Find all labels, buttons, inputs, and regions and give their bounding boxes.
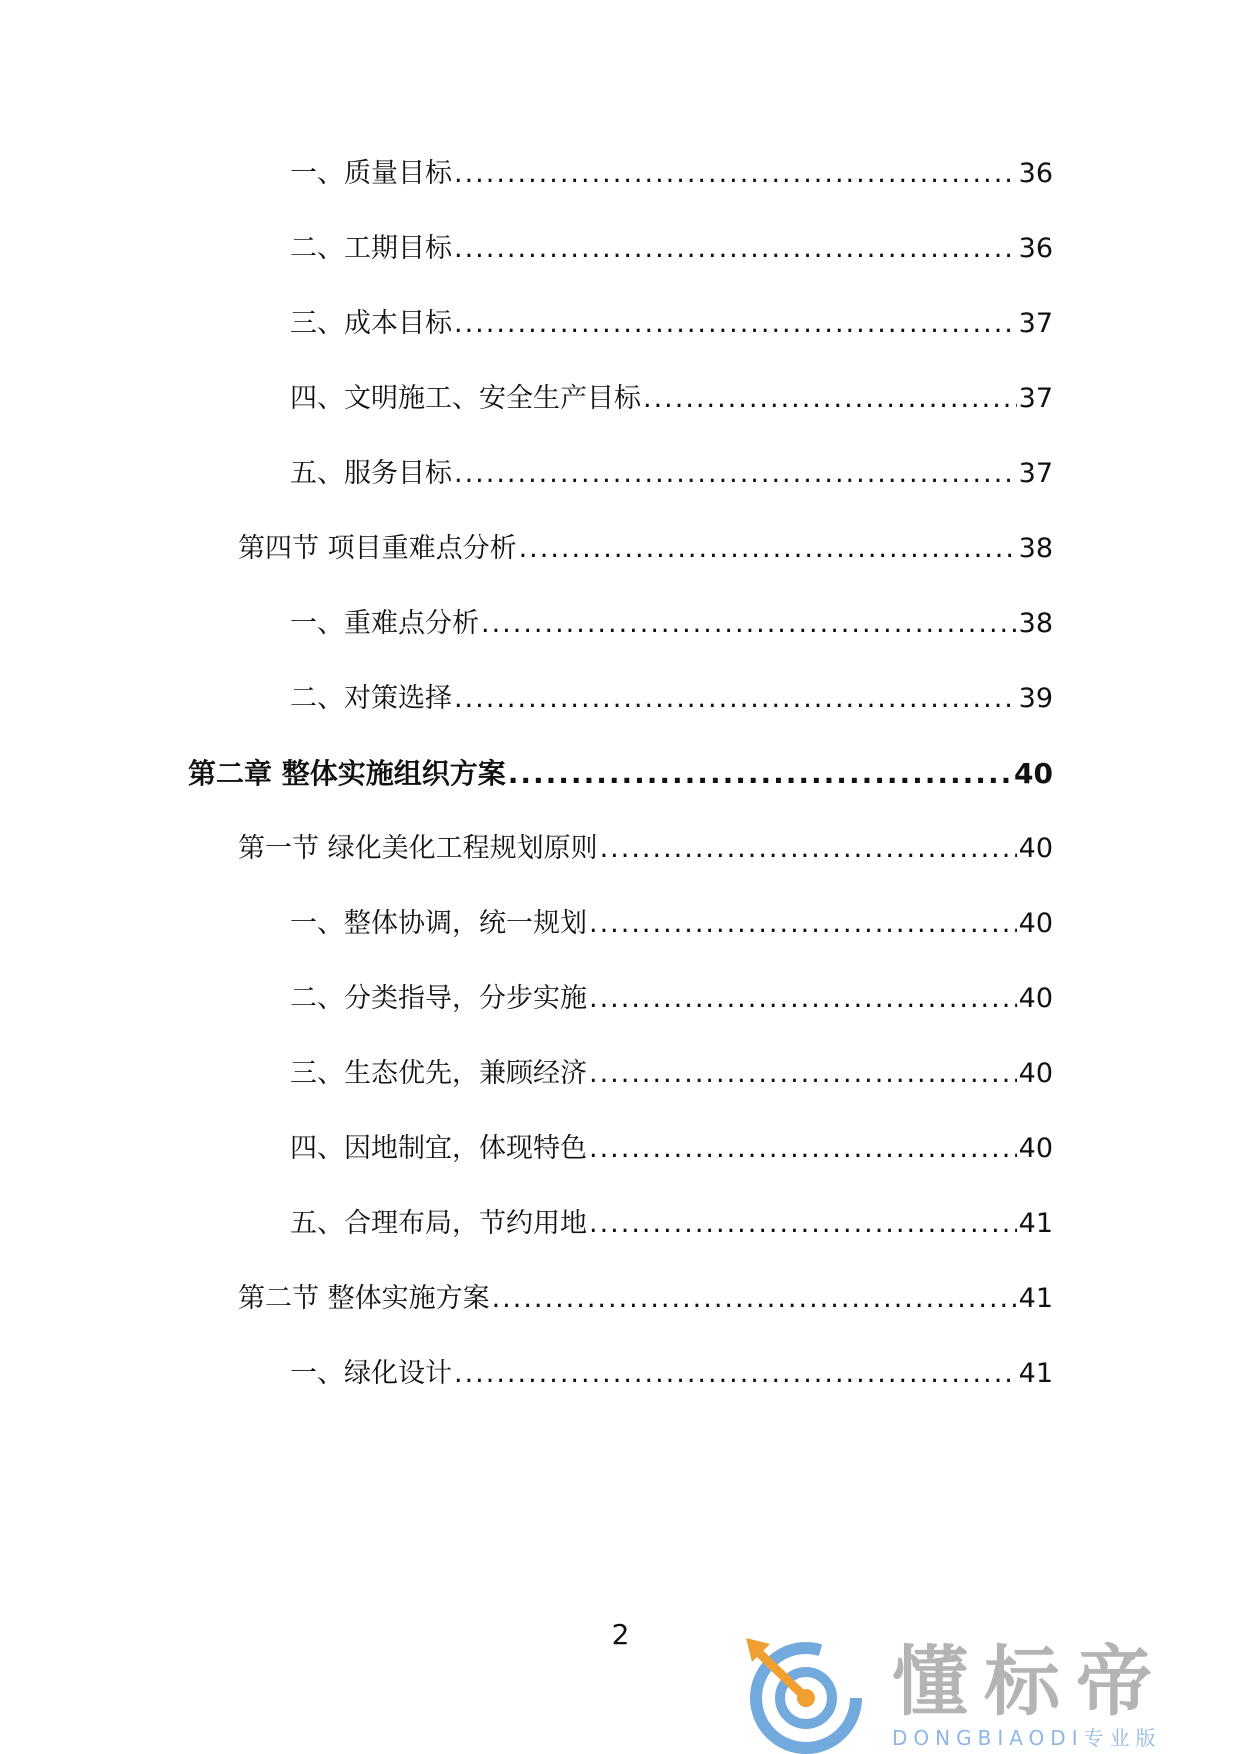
toc-entry-page: 36 — [1018, 158, 1053, 189]
toc-entry-page: 38 — [1018, 533, 1053, 564]
toc-entry[interactable] — [290, 154, 1053, 194]
toc-entry[interactable] — [188, 754, 1053, 794]
toc-entry-page: 37 — [1018, 308, 1053, 339]
toc-entry-page: 40 — [1014, 757, 1053, 790]
toc-entry[interactable] — [290, 979, 1053, 1019]
toc-entry-title: 三、生态优先，兼顾经济 — [290, 1058, 587, 1089]
toc-entry[interactable] — [290, 679, 1053, 719]
toc-leader-dots — [454, 229, 1017, 269]
toc-entry-title: 三、成本目标 — [290, 308, 452, 339]
toc-entry-title: 第一节 绿化美化工程规划原则 — [238, 833, 598, 864]
toc-entry-page: 40 — [1018, 908, 1053, 939]
toc-entry[interactable] — [238, 1279, 1053, 1319]
watermark — [740, 1636, 1220, 1754]
toc-entry-page: 37 — [1018, 458, 1053, 489]
toc-entry-title: 一、重难点分析 — [290, 608, 479, 639]
toc-entry-title: 二、工期目标 — [290, 233, 452, 264]
toc-entry-title: 第四节 项目重难点分析 — [238, 533, 517, 564]
toc-entry-page: 40 — [1018, 1058, 1053, 1089]
toc-entry[interactable] — [290, 1054, 1053, 1094]
toc-leader-dots — [481, 604, 1017, 644]
toc-entry-title: 一、质量目标 — [290, 158, 452, 189]
toc-entry-page: 39 — [1018, 683, 1053, 714]
toc-leader-dots — [589, 979, 1017, 1019]
toc-leader-dots — [454, 1354, 1017, 1394]
toc-leader-dots — [589, 1129, 1017, 1169]
toc-leader-dots — [454, 304, 1017, 344]
toc-entry-page: 37 — [1018, 383, 1053, 414]
toc-entry-title: 四、因地制宜，体现特色 — [290, 1133, 587, 1164]
toc-leader-dots — [589, 1054, 1017, 1094]
page-number: 2 — [611, 1618, 630, 1651]
toc-leader-dots — [454, 154, 1017, 194]
toc-entry-page: 40 — [1018, 1133, 1053, 1164]
toc-leader-dots — [589, 904, 1017, 944]
toc-leader-dots — [643, 379, 1017, 419]
toc-entry-page: 36 — [1018, 233, 1053, 264]
toc-leader-dots — [508, 754, 1012, 794]
toc-entry[interactable] — [290, 1204, 1053, 1244]
toc-entry[interactable] — [290, 904, 1053, 944]
toc-leader-dots — [589, 1204, 1017, 1244]
toc-entry-page: 40 — [1018, 833, 1053, 864]
toc-entry-page: 41 — [1018, 1208, 1053, 1239]
toc-entry-page: 38 — [1018, 608, 1053, 639]
toc-entry-title: 第二章 整体实施组织方案 — [188, 757, 506, 790]
toc-entry-title: 五、合理布局，节约用地 — [290, 1208, 587, 1239]
toc-entry-page: 41 — [1018, 1283, 1053, 1314]
toc-entry-title: 一、整体协调，统一规划 — [290, 908, 587, 939]
toc-entry[interactable] — [238, 529, 1053, 569]
toc-entry[interactable] — [290, 379, 1053, 419]
toc-leader-dots — [454, 679, 1017, 719]
toc-entry[interactable] — [290, 304, 1053, 344]
toc-entry-title: 二、对策选择 — [290, 683, 452, 714]
toc-entry-title: 第二节 整体实施方案 — [238, 1283, 490, 1314]
toc-leader-dots — [492, 1279, 1017, 1319]
toc-entry-page: 40 — [1018, 983, 1053, 1014]
target-icon — [740, 1636, 880, 1754]
toc-entry-title: 二、分类指导，分步实施 — [290, 983, 587, 1014]
toc-entry[interactable] — [290, 1354, 1053, 1394]
toc-entry-title: 一、绿化设计 — [290, 1358, 452, 1389]
toc-entry[interactable] — [290, 454, 1053, 494]
toc-entry[interactable] — [290, 229, 1053, 269]
toc-entry[interactable] — [290, 1129, 1053, 1169]
toc-entry-title: 四、文明施工、安全生产目标 — [290, 383, 641, 414]
toc-entry-title: 五、服务目标 — [290, 458, 452, 489]
toc-entry[interactable] — [238, 829, 1053, 869]
toc-leader-dots — [454, 454, 1017, 494]
toc-leader-dots — [519, 529, 1017, 569]
watermark-subtitle: DONGBIAODI专业版 — [892, 1726, 1162, 1750]
toc-entry-page: 41 — [1018, 1358, 1053, 1389]
toc-entry[interactable] — [290, 604, 1053, 644]
toc-leader-dots — [600, 829, 1017, 869]
watermark-title: 懂标帝 — [892, 1637, 1168, 1726]
